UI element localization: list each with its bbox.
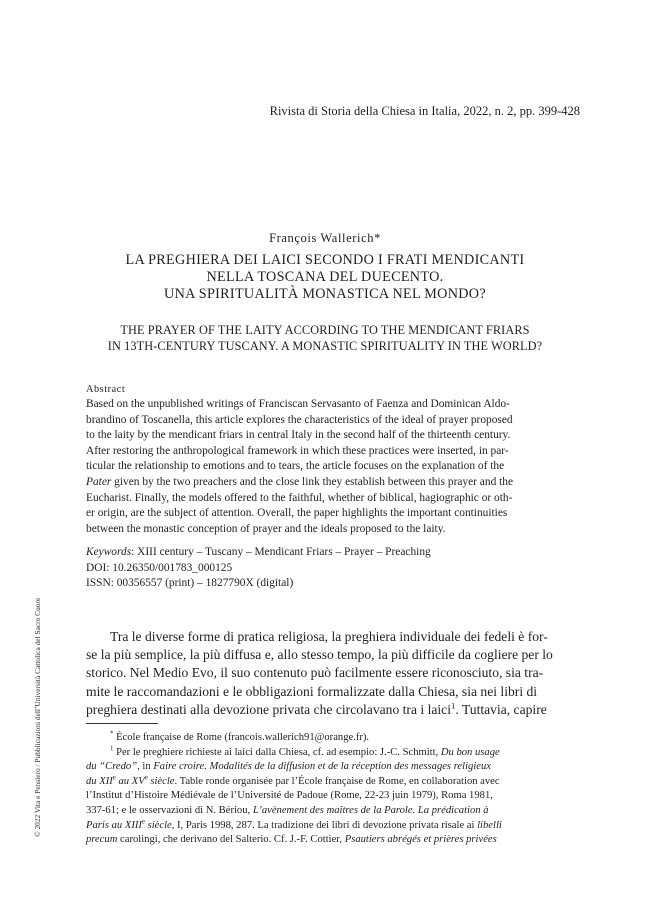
- abstract-line: Eucharist. Finally, the models offered to the faithful, whether of biblical, hagiographic or oth-: [86, 491, 513, 504]
- body-line: mite le raccomandazioni e le obbligazioni formalizzate dalla Chiesa, sia nei libri di: [86, 683, 538, 699]
- keywords-line: [86, 545, 431, 561]
- main-body-text: [86, 628, 553, 719]
- body-line: [86, 701, 553, 719]
- title-it-line: UNA SPIRITUALITÀ MONASTICA NEL MONDO?: [164, 286, 486, 302]
- title-it-line: NELLA TOSCANA DEL DUECENTO.: [206, 269, 444, 285]
- body-line-text: . Tuttavia, capire: [455, 701, 547, 717]
- abstract-line: to the laity by the mendicant friars in central Italy in the second half of the thirteenth century.: [86, 429, 511, 442]
- footnote-star: [86, 731, 502, 746]
- title-it-line: LA PREGHIERA DEI LAICI SECONDO I FRATI MENDICANTI: [125, 252, 525, 268]
- title-en-line: IN 13TH-CENTURY TUSCANY. A MONASTIC SPIRITUALITY IN THE WORLD?: [107, 338, 543, 353]
- body-line: se la più semplice, la più diffusa e, allo stesso tempo, la più difficile da cogliere per lo: [86, 647, 553, 663]
- body-line-text: preghiera destinati alla devozione privata che circolavano tra i laici: [86, 701, 451, 717]
- doi-line: DOI: 10.26350/001783_000125: [86, 561, 233, 574]
- body-line: Tra le diverse forme di pratica religiosa, la preghiera individuale dei fedeli è for-: [110, 629, 548, 644]
- journal-citation: Rivista di Storia della Chiesa in Italia, 2022, n. 2, pp. 399-428: [269, 104, 580, 118]
- abstract-line: between the monastic conception of prayer and the ideals proposed to the laity.: [86, 522, 446, 535]
- abstract-heading: Abstract: [86, 384, 126, 395]
- copyright-side-note: © 2022 Vita e Pensiero / Pubblicazioni dell’Università Cattolica del Sacro Cuore: [33, 597, 42, 837]
- abstract-line: [86, 475, 566, 491]
- article-metadata: [86, 545, 431, 592]
- abstract-line: ticular the relationship to emotions and to tears, the article focuses on the explanation of the: [86, 460, 505, 473]
- abstract-line: Based on the unpublished writings of Franciscan Servasanto of Faenza and Dominican Aldo-: [86, 398, 510, 410]
- body-line: storico. Nel Medio Evo, il suo contenuto può facilmente essere riconosciuto, sia tra-: [86, 665, 544, 681]
- article-title-italian: [60, 252, 590, 303]
- footnote-1: $^1$ Per le preghiere richieste ai laici dalla Chiesa, cf. ad esempio: J.-C. Schmitt, Du bon usage du “Credo”, in Faire croire. Modalités de la diffusion et de la réception des messages religieux du XIIe au XVe siècle. Table ronde organisée par l’École française de Rome, en collaboration avec l’Institut d’Histoire Médiévale de l’Université de Padoue (Rome, 22-23 juin 1979), Roma 1981, 337-61; e le osservazioni di N. Bériou, L’avènement des maîtres de la Parole. La prédication à Paris au XIIIe siècle, I, Paris 1998, 287. La tradizione dei libri di devozione privata risale ai libelli precum carolingi, che derivano del Salterio. Cf. J.-F. Cottier, Psautiers abrégés et prières privées: [86, 745, 502, 846]
- footnote-ref: 1: [450, 700, 456, 711]
- issn-line: ISSN: 00356557 (print) – 1827790X (digital): [86, 577, 294, 589]
- keywords-label: Keywords: [86, 546, 132, 558]
- footnotes: [86, 731, 502, 848]
- title-en-line: THE PRAYER OF THE LAITY ACCORDING TO THE MENDICANT FRIARS: [120, 323, 530, 337]
- abstract-line: er origin, are the subject of attention. Overall, the paper highlights the important continuities: [86, 507, 508, 520]
- pater-term: Pater: [86, 475, 112, 488]
- article-title-english: [60, 323, 590, 354]
- abstract-line: After restoring the anthropological framework in which these practices were inserted, in par-: [86, 444, 509, 457]
- keywords-list: : XIII century – Tuscany – Mendicant Friars – Prayer – Preaching: [131, 546, 431, 558]
- abstract-line-rest: given by the two preachers and the close link they establish between this prayer and the: [111, 475, 514, 488]
- footnote-text: École française de Rome (francois.wallerich91@orange.fr).: [113, 732, 370, 743]
- footnote-mark: *: [110, 730, 114, 738]
- footnote-divider: [86, 723, 158, 724]
- author-name: François Wallerich*: [269, 231, 381, 245]
- abstract-line: brandino of Toscanella, this article explores the characteristics of the ideal of prayer proposed: [86, 413, 513, 426]
- footnote-mark: 1: [110, 745, 114, 753]
- abstract-text: [86, 397, 566, 537]
